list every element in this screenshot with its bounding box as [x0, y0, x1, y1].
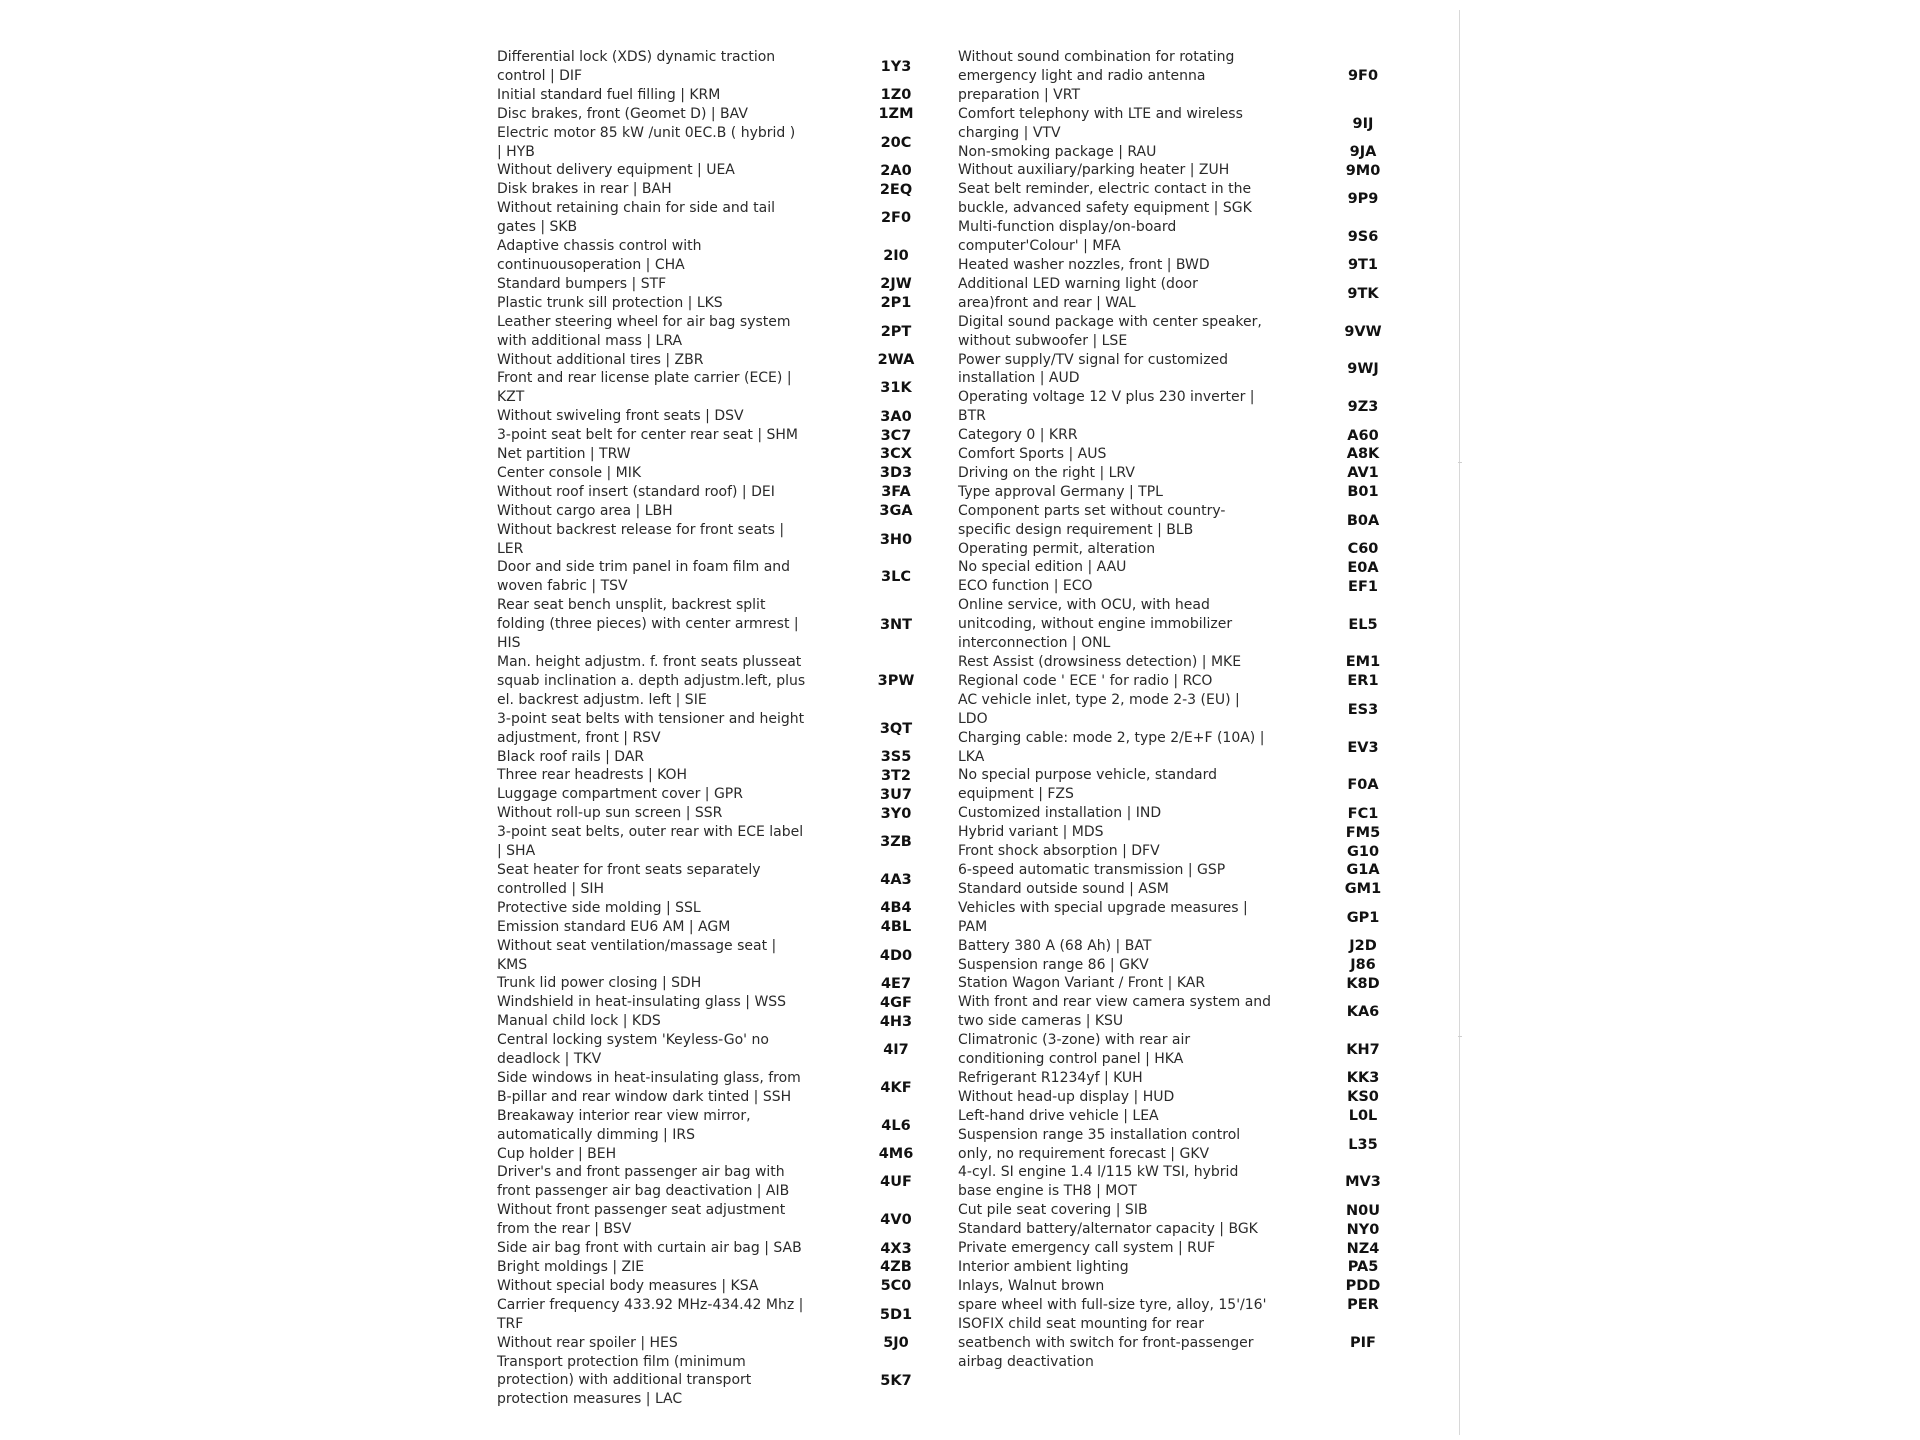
option-row [958, 1088, 1406, 1107]
option-code: J2D [1349, 938, 1377, 955]
option-code: 1Z0 [880, 87, 912, 104]
option-code: 3PW [877, 673, 915, 690]
option-description: Suspension range 86 | GKV [958, 956, 1149, 973]
option-description: Seat heater for front seats separately controlled | SIH [497, 861, 761, 897]
option-row [958, 1239, 1406, 1258]
option-row [497, 1012, 955, 1031]
option-code: 4X3 [880, 1240, 912, 1257]
option-row [958, 974, 1406, 993]
option-code: NZ4 [1346, 1240, 1380, 1257]
option-row [497, 351, 955, 370]
option-row [497, 199, 955, 237]
option-code: 2JW [880, 276, 912, 293]
option-code: 4H3 [879, 1013, 913, 1030]
option-description: Standard outside sound | ASM [958, 880, 1169, 897]
option-code: C60 [1347, 541, 1379, 558]
option-description: Front and rear license plate carrier (ECE) | KZT [497, 370, 792, 406]
option-row [497, 823, 955, 861]
option-description: With front and rear view camera system and two side cameras | KSU [958, 994, 1272, 1030]
option-code: GM1 [1344, 881, 1382, 898]
option-code: 2F0 [880, 210, 912, 227]
option-row [958, 351, 1406, 389]
option-code: 31K [880, 380, 912, 397]
left-column [497, 48, 955, 1409]
option-code: KK3 [1346, 1070, 1380, 1087]
option-row [958, 880, 1406, 899]
option-description: Vehicles with special upgrade measures | PAM [958, 899, 1248, 935]
option-code: 4GF [880, 994, 912, 1011]
option-description: 3-point seat belt for center rear seat | SHM [497, 427, 798, 444]
option-row [958, 577, 1406, 596]
option-row [497, 748, 955, 767]
option-description: Online service, with OCU, with head unitcoding, without engine immobilizer interconnection | ONL [958, 597, 1233, 652]
option-row [958, 161, 1406, 180]
option-code: 9Z3 [1347, 399, 1379, 416]
option-row [958, 1220, 1406, 1239]
option-row [497, 899, 955, 918]
option-row [497, 407, 955, 426]
option-code: GP1 [1346, 909, 1380, 926]
option-code: 4B4 [880, 900, 912, 917]
option-description: Multi-function display/on-board computer'Colour' | MFA [958, 219, 1177, 255]
option-row [497, 974, 955, 993]
option-code: A8K [1346, 446, 1380, 463]
page-edge-line [1459, 10, 1460, 1435]
option-code: 3FA [881, 484, 911, 501]
option-code: EV3 [1347, 739, 1379, 756]
option-description: No special edition | AAU [958, 559, 1127, 576]
option-code: 9VW [1344, 323, 1382, 340]
option-code: ER1 [1347, 673, 1379, 690]
option-description: Without roll-up sun screen | SSR [497, 805, 723, 822]
option-row [497, 1277, 955, 1296]
option-description: Plastic trunk sill protection | LKS [497, 294, 723, 311]
option-code: 3T2 [880, 767, 912, 784]
option-description: Trunk lid power closing | SDH [497, 975, 702, 992]
option-row [958, 653, 1406, 672]
option-description: Hybrid variant | MDS [958, 824, 1104, 841]
option-code: AV1 [1347, 465, 1379, 482]
option-row [497, 502, 955, 521]
option-code: 2PT [880, 323, 912, 340]
option-row [497, 918, 955, 937]
option-row [958, 1315, 1406, 1372]
option-row [497, 124, 955, 162]
option-description: 3-point seat belts, outer rear with ECE label | SHA [497, 824, 804, 860]
option-description: Refrigerant R1234yf | KUH [958, 1069, 1143, 1086]
option-description: Cut pile seat covering | SIB [958, 1202, 1148, 1219]
option-description: Differential lock (XDS) dynamic traction control | DIF [497, 49, 776, 84]
option-code: 3S5 [880, 748, 912, 765]
option-description: Without roof insert (standard roof) | DEI [497, 483, 775, 500]
option-code: 3GA [879, 503, 913, 520]
option-description: Front shock absorption | DFV [958, 843, 1160, 860]
option-description: ISOFIX child seat mounting for rear seatbench with switch for front-passenger airbag deactivation [958, 1315, 1254, 1370]
option-code: 3ZB [880, 834, 912, 851]
option-code: 3NT [879, 616, 913, 633]
option-description: Customized installation | IND [958, 805, 1162, 822]
option-code: L35 [1348, 1136, 1378, 1153]
option-row [958, 502, 1406, 540]
option-description: Driving on the right | LRV [958, 464, 1135, 481]
option-description: Without cargo area | LBH [497, 502, 673, 519]
option-description: Operating voltage 12 V plus 230 inverter | BTR [958, 389, 1255, 425]
option-description: Comfort telephony with LTE and wireless charging | VTV [958, 105, 1243, 141]
option-code: B01 [1347, 484, 1379, 501]
option-code: 2WA [877, 351, 915, 368]
option-description: Without front passenger seat adjustment from the rear | BSV [497, 1202, 786, 1238]
option-description: Transport protection film (minimum protection) with additional transport protection measures | LAC [497, 1353, 752, 1408]
option-code: 5C0 [880, 1278, 912, 1295]
option-code: 3A0 [880, 408, 912, 425]
option-row [958, 861, 1406, 880]
option-code: 3Y0 [880, 805, 912, 822]
option-code: 4E7 [880, 975, 912, 992]
option-code: FC1 [1347, 805, 1379, 822]
option-code: EM1 [1345, 654, 1381, 671]
option-description: Power supply/TV signal for customized installation | AUD [958, 351, 1229, 387]
option-code: 4V0 [880, 1212, 912, 1229]
option-row [958, 672, 1406, 691]
option-code: PER [1347, 1297, 1379, 1314]
option-row [958, 143, 1406, 162]
option-description: Type approval Germany | TPL [958, 483, 1163, 500]
option-row [958, 823, 1406, 842]
option-description: Adaptive chassis control with continuousoperation | CHA [497, 238, 702, 273]
option-row [958, 426, 1406, 445]
option-code: 5K7 [880, 1372, 912, 1389]
option-code: 3LC [881, 569, 911, 586]
option-code: 9T1 [1347, 257, 1379, 274]
option-row [497, 1031, 955, 1069]
option-code: NY0 [1346, 1221, 1380, 1238]
option-row [497, 369, 955, 407]
option-description: Breakaway interior rear view mirror, automatically dimming | IRS [497, 1107, 751, 1143]
option-description: Leather steering wheel for air bag system with additional mass | LRA [497, 313, 791, 349]
option-code: 3CX [880, 446, 912, 463]
option-code: 4A3 [880, 871, 912, 888]
option-row [958, 1107, 1406, 1126]
option-description: Without backrest release for front seats | LER [497, 521, 785, 557]
option-row [497, 275, 955, 294]
option-code: KS0 [1347, 1089, 1379, 1106]
option-code: 2I0 [883, 247, 909, 264]
option-description: Man. height adjustm. f. front seats plusseat squab inclination a. depth adjustm.left, plus el. backrest adjustm. left | SIE [497, 654, 806, 708]
option-row [497, 1258, 955, 1277]
option-row [958, 464, 1406, 483]
option-row [497, 1107, 955, 1145]
option-code: 4I7 [883, 1042, 909, 1059]
option-row [497, 1353, 955, 1410]
option-description: Without seat ventilation/massage seat | KMS [497, 937, 777, 973]
option-description: Category 0 | KRR [958, 427, 1078, 444]
option-description: Manual child lock | KDS [497, 1013, 661, 1030]
option-description: Net partition | TRW [497, 446, 631, 463]
option-row [497, 766, 955, 785]
option-description: AC vehicle inlet, type 2, mode 2-3 (EU) | LDO [958, 691, 1240, 727]
option-code: PDD [1345, 1278, 1381, 1295]
option-code: 5D1 [879, 1306, 913, 1323]
option-description: Without auxiliary/parking heater | ZUH [958, 162, 1230, 179]
option-code: 3C7 [880, 427, 912, 444]
option-code: 3H0 [879, 531, 913, 548]
option-row [497, 48, 955, 86]
option-description: Interior ambient lighting [958, 1259, 1129, 1275]
option-row [958, 275, 1406, 313]
option-code: 4KF [880, 1079, 912, 1096]
option-description: Without additional tires | ZBR [497, 351, 704, 368]
option-code: KH7 [1346, 1042, 1380, 1059]
option-code: 9P9 [1347, 191, 1379, 208]
option-row [497, 521, 955, 559]
option-row [958, 1069, 1406, 1088]
option-row [958, 842, 1406, 861]
option-code: L0L [1348, 1108, 1378, 1125]
option-code: G1A [1346, 862, 1380, 879]
option-code: 4D0 [879, 947, 913, 964]
option-description: Station Wagon Variant / Front | KAR [958, 975, 1206, 992]
option-row [958, 388, 1406, 426]
option-code: FM5 [1345, 824, 1381, 841]
option-row [958, 1163, 1406, 1201]
page-edge-tick [1458, 462, 1462, 463]
option-description: Without sound combination for rotating emergency light and radio antenna preparation | VRT [958, 49, 1235, 103]
option-row [958, 899, 1406, 937]
option-code: MV3 [1345, 1174, 1381, 1191]
option-code: 9F0 [1347, 68, 1379, 85]
option-description: Inlays, Walnut brown [958, 1277, 1105, 1294]
option-code: 9S6 [1347, 229, 1379, 246]
option-code: 4ZB [880, 1259, 912, 1276]
option-row [497, 596, 955, 653]
option-row [958, 218, 1406, 256]
option-description: Three rear headrests | KOH [497, 767, 688, 784]
option-description: Operating permit, alteration [958, 540, 1156, 557]
option-code: 1Y3 [880, 58, 912, 75]
option-code: 3D3 [879, 465, 913, 482]
option-row [497, 161, 955, 180]
option-row [497, 464, 955, 483]
option-code: 9JA [1349, 143, 1377, 160]
option-row [958, 483, 1406, 502]
option-code: K8D [1346, 975, 1380, 992]
option-description: Disk brakes in rear | BAH [497, 181, 672, 198]
option-row [497, 1163, 955, 1201]
option-description: Charging cable: mode 2, type 2/E+F (10A) | LKA [958, 729, 1265, 765]
option-row [958, 1126, 1406, 1164]
option-description: Without special body measures | KSA [497, 1277, 759, 1294]
option-description: Side air bag front with curtain air bag | SAB [497, 1240, 802, 1257]
option-row [497, 785, 955, 804]
option-row [958, 256, 1406, 275]
option-description: No special purpose vehicle, standard equipment | FZS [958, 767, 1217, 803]
option-description: Driver's and front passenger air bag with front passenger air bag deactivation | AIB [497, 1164, 790, 1200]
page-edge-tick [1458, 1036, 1462, 1037]
option-code: EF1 [1348, 578, 1378, 595]
option-code: 20C [880, 134, 912, 151]
option-row [497, 86, 955, 105]
option-code: 4M6 [878, 1146, 914, 1163]
option-row [497, 558, 955, 596]
option-description: Battery 380 A (68 Ah) | BAT [958, 937, 1152, 954]
option-row [497, 1145, 955, 1164]
option-row [958, 558, 1406, 577]
option-code: PA5 [1347, 1259, 1379, 1276]
option-row [497, 1296, 955, 1334]
option-description: Disc brakes, front (Geomet D) | BAV [497, 105, 748, 122]
option-code: 9M0 [1345, 162, 1381, 179]
option-code: ES3 [1347, 701, 1379, 718]
option-code: E0A [1347, 559, 1379, 576]
option-description: 4-cyl. SI engine 1.4 l/115 kW TSI, hybrid base engine is TH8 | MOT [958, 1164, 1239, 1200]
option-description: Regional code ' ECE ' for radio | RCO [958, 672, 1213, 689]
option-description: 3-point seat belts with tensioner and height adjustment, front | RSV [497, 710, 805, 746]
option-row [958, 313, 1406, 351]
option-description: Luggage compartment cover | GPR [497, 786, 743, 803]
option-row [497, 105, 955, 124]
option-code: 3U7 [880, 786, 912, 803]
option-description: Climatronic (3-zone) with rear air conditioning control panel | HKA [958, 1032, 1191, 1068]
option-row [497, 993, 955, 1012]
option-row [497, 483, 955, 502]
option-code: J86 [1350, 956, 1376, 973]
option-row [497, 710, 955, 748]
option-row [958, 48, 1406, 105]
option-description: Component parts set without country- specific design requirement | BLB [958, 502, 1226, 538]
option-description: Without retaining chain for side and tail gates | SKB [497, 200, 775, 236]
option-description: 6-speed automatic transmission | GSP [958, 861, 1226, 878]
option-description: Electric motor 85 kW /unit 0EC.B ( hybrid ) | HYB [497, 124, 796, 160]
option-description: Carrier frequency 433.92 MHz-434.42 Mhz | TRF [497, 1296, 804, 1332]
option-row [497, 861, 955, 899]
option-description: Door and side trim panel in foam film and woven fabric | TSV [497, 559, 791, 595]
right-column [958, 48, 1406, 1371]
option-code: 4BL [880, 919, 912, 936]
option-code: N0U [1346, 1202, 1380, 1219]
option-row [497, 180, 955, 199]
option-description: Bright moldings | ZIE [497, 1259, 645, 1275]
option-row [497, 294, 955, 313]
option-row [958, 1031, 1406, 1069]
option-description: Private emergency call system | RUF [958, 1240, 1216, 1257]
option-description: Suspension range 35 installation control only, no requirement forecast | GKV [958, 1126, 1241, 1162]
option-row [958, 1258, 1406, 1277]
option-code: 4UF [880, 1174, 912, 1191]
option-row [958, 445, 1406, 464]
option-row [497, 1334, 955, 1353]
option-row [497, 237, 955, 275]
option-row [958, 540, 1406, 559]
option-code: PIF [1350, 1335, 1376, 1352]
option-description: Standard bumpers | STF [497, 275, 667, 292]
option-row [497, 937, 955, 975]
option-description: Non-smoking package | RAU [958, 143, 1157, 160]
option-code: 9WJ [1347, 361, 1379, 378]
option-description: Without head-up display | HUD [958, 1088, 1175, 1105]
option-description: ECO function | ECO [958, 578, 1093, 595]
option-row [958, 804, 1406, 823]
option-description: Rest Assist (drowsiness detection) | MKE [958, 654, 1242, 670]
option-code: 9IJ [1352, 115, 1374, 132]
option-row [958, 937, 1406, 956]
option-description: Cup holder | BEH [497, 1145, 617, 1162]
option-description: Comfort Sports | AUS [958, 446, 1107, 463]
option-description: Without delivery equipment | UEA [497, 162, 735, 179]
option-row [958, 766, 1406, 804]
option-row [958, 729, 1406, 767]
option-code: B0A [1346, 512, 1380, 529]
option-row [958, 180, 1406, 218]
option-code: G10 [1346, 843, 1380, 860]
option-description: Digital sound package with center speaker, without subwoofer | LSE [958, 313, 1262, 349]
option-code: 9TK [1347, 285, 1379, 302]
option-description: Windshield in heat-insulating glass | WSS [497, 994, 787, 1011]
option-row [958, 993, 1406, 1031]
option-row [497, 1069, 955, 1107]
option-row [497, 426, 955, 445]
option-description: Standard battery/alternator capacity | BGK [958, 1221, 1258, 1238]
option-row [958, 1201, 1406, 1220]
option-row [958, 596, 1406, 653]
option-description: spare wheel with full-size tyre, alloy, 15'/16' [958, 1296, 1267, 1313]
option-code: 3QT [879, 720, 913, 737]
option-description: Side windows in heat-insulating glass, from B-pillar and rear window dark tinted | SSH [497, 1069, 801, 1105]
option-description: Protective side molding | SSL [497, 899, 701, 916]
option-description: Initial standard fuel filling | KRM [497, 86, 721, 103]
option-row [958, 105, 1406, 143]
option-description: Heated washer nozzles, front | BWD [958, 256, 1210, 273]
option-description: Black roof rails | DAR [497, 748, 645, 765]
option-code: A60 [1347, 427, 1379, 444]
option-row [497, 1201, 955, 1239]
option-code: 1ZM [878, 106, 914, 123]
option-row [497, 313, 955, 351]
option-row [958, 956, 1406, 975]
option-row [958, 1277, 1406, 1296]
option-description: Center console | MIK [497, 464, 642, 481]
option-description: Seat belt reminder, electric contact in the buckle, advanced safety equipment | SGK [958, 181, 1252, 217]
option-description: Rear seat bench unsplit, backrest split folding (three pieces) with center armrest | HIS [497, 597, 799, 652]
option-code: 4L6 [881, 1117, 911, 1134]
option-code: 2EQ [879, 181, 913, 198]
option-row [497, 804, 955, 823]
option-code: F0A [1347, 777, 1379, 794]
option-code: 2A0 [880, 162, 912, 179]
option-row [497, 445, 955, 464]
option-code: 2P1 [880, 295, 912, 312]
option-code: KA6 [1346, 1004, 1380, 1021]
option-code: 5J0 [883, 1335, 909, 1352]
option-row [958, 1296, 1406, 1315]
option-description: Without swiveling front seats | DSV [497, 408, 744, 425]
option-description: Left-hand drive vehicle | LEA [958, 1107, 1159, 1124]
option-row [497, 653, 955, 710]
option-description: Central locking system 'Keyless-Go' no deadlock | TKV [497, 1032, 769, 1068]
option-row [958, 691, 1406, 729]
option-description: Emission standard EU6 AM | AGM [497, 918, 731, 935]
option-code: EL5 [1348, 616, 1378, 633]
option-row [497, 1239, 955, 1258]
option-description: Additional LED warning light (door area)front and rear | WAL [958, 275, 1198, 311]
option-description: Without rear spoiler | HES [497, 1334, 678, 1351]
